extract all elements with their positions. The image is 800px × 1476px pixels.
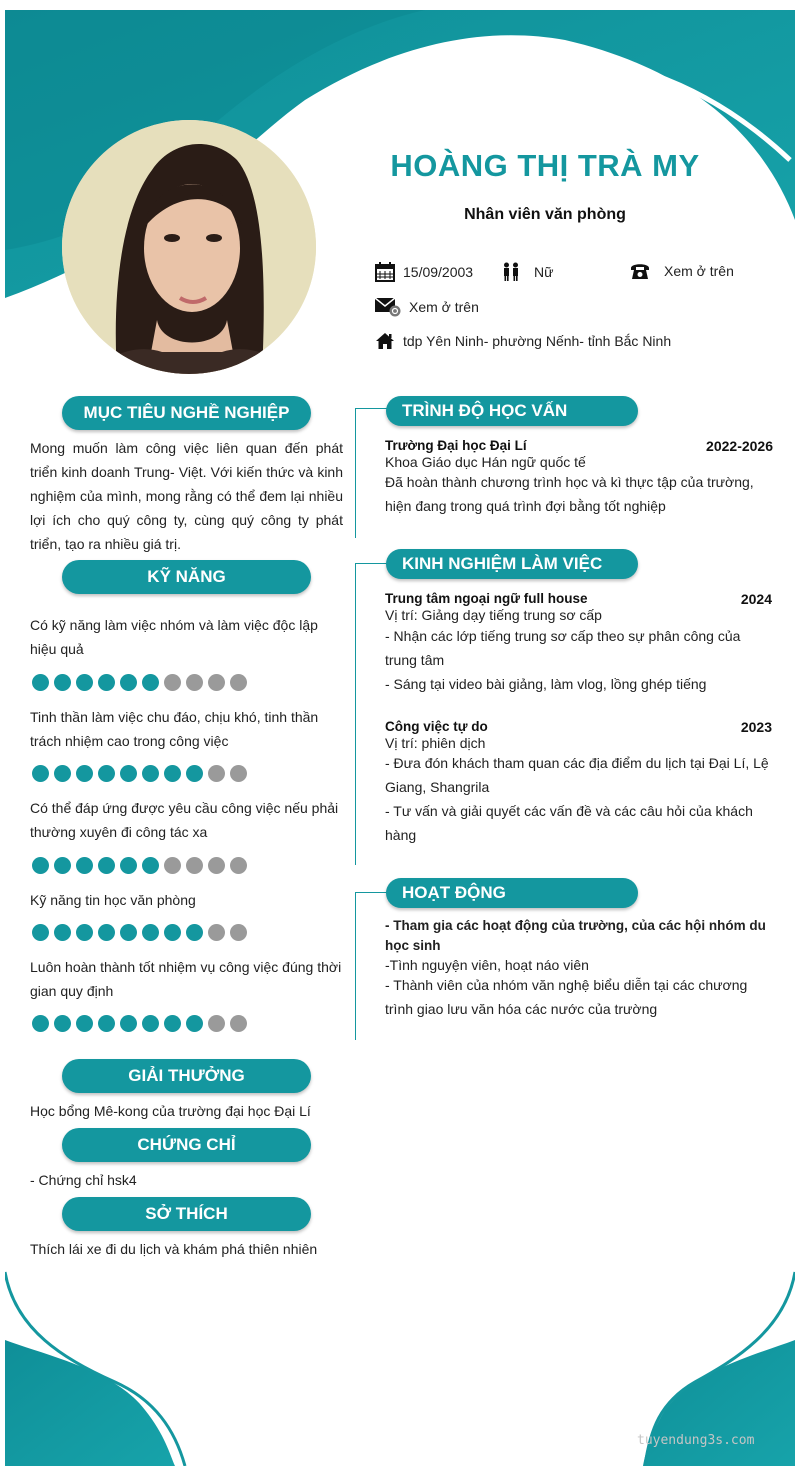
rating-dot [98, 857, 115, 874]
job-2-detail: - Tư vấn và giải quyết các vấn đề và các câu hỏi của khách hàng [385, 803, 753, 843]
skill-label-2: Tinh thần làm việc chu đáo, chịu khó, tinh thần trách nhiệm cao trong công việc [30, 709, 319, 749]
job-1-year: 2024 [740, 591, 772, 607]
address-value: tdp Yên Ninh- phường Nếnh- tỉnh Bắc Ninh [403, 333, 672, 349]
rating-dot [76, 1015, 93, 1032]
rating-dot [98, 924, 115, 941]
rating-dot [120, 924, 137, 941]
rating-dot [230, 924, 247, 941]
rating-dot [98, 674, 115, 691]
rating-dot [186, 857, 203, 874]
email-value: Xem ở trên [409, 299, 479, 315]
timeline-connector [355, 563, 388, 564]
rating-dot [186, 924, 203, 941]
gender-info [502, 262, 553, 282]
certificates-heading: CHỨNG CHỈ [62, 1128, 311, 1162]
rating-dot [54, 765, 71, 782]
rating-dot [76, 674, 93, 691]
job-1-position: Vị trí: Giảng dạy tiếng trung sơ cấp [385, 607, 602, 623]
rating-dot [142, 674, 159, 691]
timeline-connector [355, 892, 388, 893]
objective-heading: MỤC TIÊU NGHỀ NGHIỆP [62, 396, 311, 430]
rating-dot [142, 857, 159, 874]
rating-dot [208, 857, 225, 874]
rating-dot [230, 765, 247, 782]
email-info [375, 297, 479, 317]
skill-rating-1 [32, 674, 247, 691]
rating-dot [76, 765, 93, 782]
rating-dot [142, 765, 159, 782]
education-years: 2022-2026 [706, 438, 773, 454]
rating-dot [230, 674, 247, 691]
rating-dot [32, 857, 49, 874]
rating-dot [164, 924, 181, 941]
certificates-text: - Chứng chỉ hsk4 [30, 1172, 137, 1188]
home-icon [375, 332, 395, 350]
job-title: Nhân viên văn phòng [464, 206, 626, 223]
skill-label-1: Có kỹ năng làm việc nhóm và làm việc độc lập hiệu quả [30, 617, 318, 657]
address-info [375, 332, 671, 350]
awards-text: Học bổng Mê-kong của trường đại học Đại Lí [30, 1103, 311, 1119]
rating-dot [142, 1015, 159, 1032]
watermark: tuyendung3s.com [637, 1433, 755, 1448]
education-heading: TRÌNH ĐỘ HỌC VẤN [386, 396, 638, 426]
rating-dot [120, 1015, 137, 1032]
job-2-position: Vị trí: phiên dịch [385, 735, 486, 751]
rating-dot [120, 857, 137, 874]
skill-rating-2 [32, 765, 247, 782]
skill-label-4: Kỹ năng tin học văn phòng [30, 892, 196, 908]
awards-heading: GIẢI THƯỞNG [62, 1059, 311, 1093]
skills-heading: KỸ NĂNG [62, 560, 311, 594]
rating-dot [120, 765, 137, 782]
rating-dot [54, 1015, 71, 1032]
activities-heading: HOẠT ĐỘNG [386, 878, 638, 908]
rating-dot [32, 765, 49, 782]
rating-dot [32, 674, 49, 691]
rating-dot [98, 765, 115, 782]
education-major: Khoa Giáo dục Hán ngữ quốc tế [385, 454, 586, 470]
skill-rating-4 [32, 924, 247, 941]
rating-dot [208, 924, 225, 941]
skill-label-5: Luôn hoàn thành tốt nhiệm vụ công việc đúng thời gian quy định [30, 959, 342, 999]
calendar-icon [375, 262, 395, 282]
rating-dot [208, 765, 225, 782]
rating-dot [230, 1015, 247, 1032]
phone-icon [630, 262, 650, 280]
rating-dot [164, 1015, 181, 1032]
rating-dot [54, 924, 71, 941]
rating-dot [164, 674, 181, 691]
timeline-connector [355, 408, 388, 409]
birthday-value: 15/09/2003 [403, 264, 474, 280]
gender-icon [502, 262, 520, 282]
phone-value: Xem ở trên [664, 263, 734, 279]
cv-page [5, 10, 795, 1466]
hobbies-text: Thích lái xe đi du lịch và khám phá thiên nhiên [30, 1241, 318, 1257]
rating-dot [32, 924, 49, 941]
timeline-line [355, 892, 356, 1040]
job-2-company: Công việc tự do [385, 719, 488, 734]
job-2-detail: - Đưa đón khách tham quan các địa điểm du lịch tại Đại Lí, Lệ Giang, Shangrila [385, 755, 769, 795]
rating-dot [98, 1015, 115, 1032]
job-1-company: Trung tâm ngoại ngữ full house [385, 591, 588, 606]
birthday-info [375, 262, 473, 282]
education-desc: Đã hoàn thành chương trình học và kì thực tập của trường, hiện đang trong quá trình đợi bằng tốt nghiệp [385, 474, 754, 514]
experience-heading: KINH NGHIỆM LÀM VIỆC [386, 549, 638, 579]
rating-dot [186, 765, 203, 782]
objective-text: Mong muốn làm công việc liên quan đến phát triển kinh doanh Trung- Việt. Với kiến thức và kinh nghiệm của mình, mong rằng có thể đem lại nhiều lợi ích cho quý công ty, cùng quý công ty phát triển, tạo ra nhiều giá trị. [30, 440, 343, 552]
rating-dot [208, 1015, 225, 1032]
rating-dot [76, 924, 93, 941]
skill-label-3: Có thể đáp ứng được yêu cầu công việc nếu phải thường xuyên đi công tác xa [30, 800, 339, 840]
timeline-line [355, 563, 356, 865]
timeline-line [355, 408, 356, 538]
job-1-detail: - Sáng tại video bài giảng, làm vlog, lồng ghép tiếng [385, 676, 707, 692]
rating-dot [54, 857, 71, 874]
candidate-name: HOÀNG THỊ TRÀ MY [390, 148, 700, 183]
rating-dot [120, 674, 137, 691]
rating-dot [164, 765, 181, 782]
rating-dot [230, 857, 247, 874]
skill-rating-5 [32, 1015, 247, 1032]
rating-dot [76, 857, 93, 874]
hobbies-heading: SỞ THÍCH [62, 1197, 311, 1231]
job-2-year: 2023 [740, 719, 772, 735]
activities-line: -Tình nguyện viên, hoạt náo viên [385, 957, 589, 973]
gender-value: Nữ [534, 264, 554, 280]
activities-line: - Thành viên của nhóm văn nghệ biểu diễn tại các chương trình giao lưu văn hóa các nước của trường [385, 977, 748, 1017]
job-1-detail: - Nhận các lớp tiếng trung sơ cấp theo sự phân công của trung tâm [385, 628, 741, 668]
rating-dot [186, 674, 203, 691]
email-icon [375, 297, 401, 317]
rating-dot [142, 924, 159, 941]
rating-dot [208, 674, 225, 691]
education-school: Trường Đại học Đại Lí [385, 438, 527, 453]
profile-photo [62, 120, 316, 374]
skill-rating-3 [32, 857, 247, 874]
rating-dot [186, 1015, 203, 1032]
rating-dot [164, 857, 181, 874]
phone-info [630, 262, 734, 280]
activities-headline: - Tham gia các hoạt động của trường, của các hội nhóm du học sinh [385, 918, 766, 953]
rating-dot [54, 674, 71, 691]
rating-dot [32, 1015, 49, 1032]
